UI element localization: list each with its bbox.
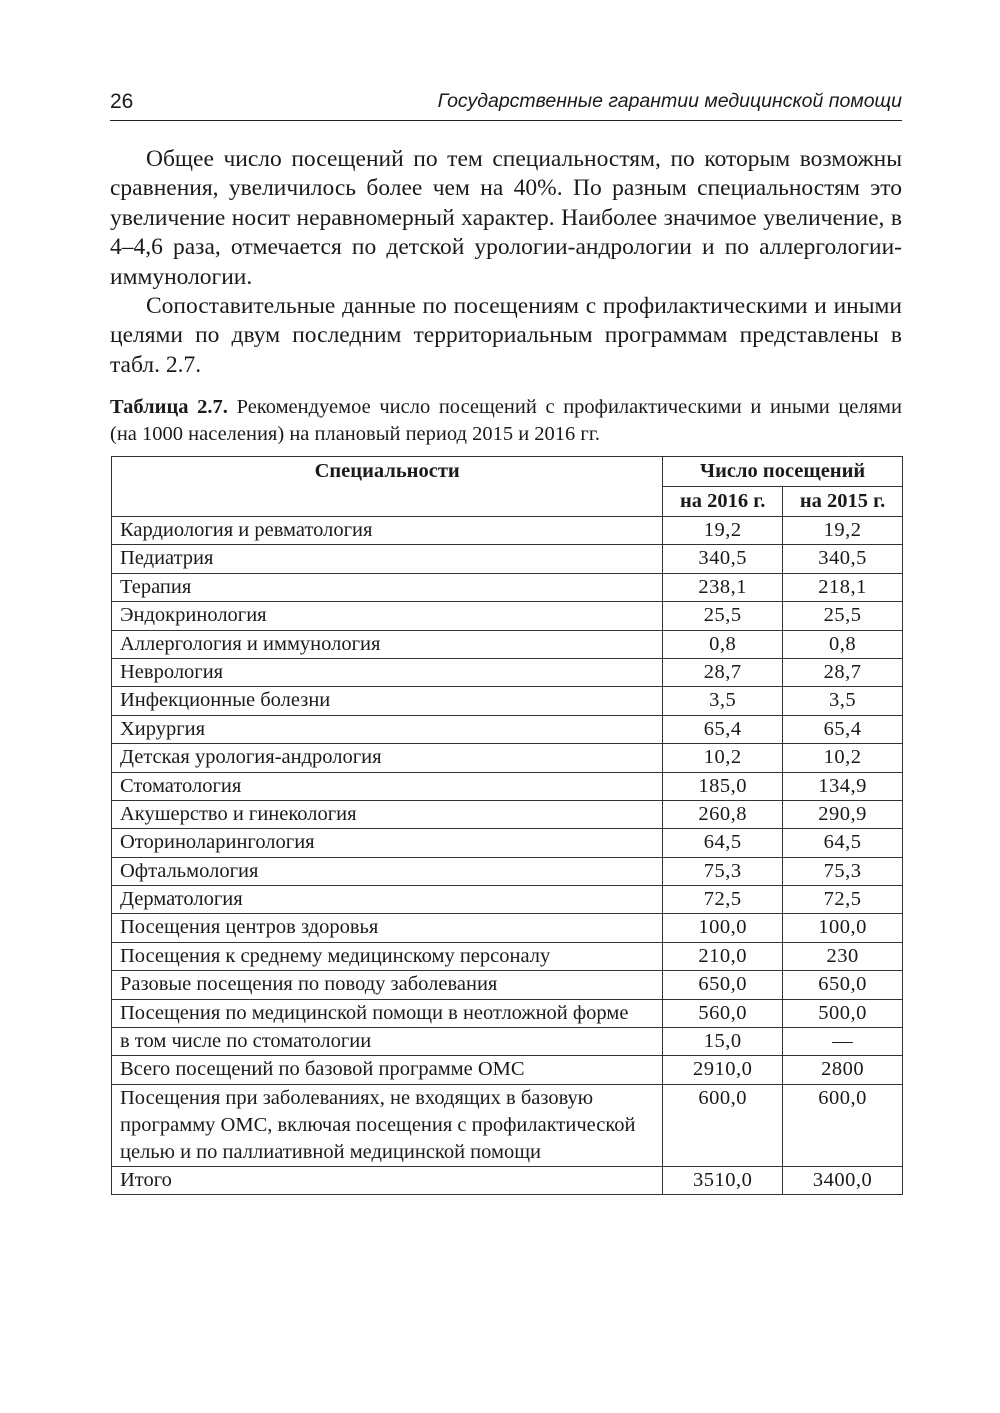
header-2016: на 2016 г. xyxy=(663,487,783,517)
body-paragraph: Сопоставительные данные по посещениям с профилактическими и иными целями по двум последним территориальным программам представлены в табл. 2.7. xyxy=(110,293,902,378)
visits-2015-cell: 340,5 xyxy=(783,545,903,573)
table-caption-text: Рекомендуемое число посещений с профилактическими и иными целями (на 1000 населения) на плановый период 2015 и 2016 гг. xyxy=(110,396,902,445)
specialty-cell: Аллергология и иммунология xyxy=(112,630,663,658)
specialty-cell: Посещения к среднему медицинскому персоналу xyxy=(112,942,663,970)
table-row xyxy=(112,800,903,828)
visits-2015-cell: 28,7 xyxy=(783,658,903,686)
visits-2015-cell: 218,1 xyxy=(783,573,903,601)
specialty-cell: Терапия xyxy=(112,573,663,601)
visits-2016-cell: 260,8 xyxy=(663,800,783,828)
visits-2016-cell: 650,0 xyxy=(663,971,783,999)
specialty-cell: Эндокринология xyxy=(112,602,663,630)
visits-2016-cell: 3,5 xyxy=(663,687,783,715)
visits-2015-cell: 134,9 xyxy=(783,772,903,800)
page-header xyxy=(110,86,902,121)
table-caption-label: Таблица 2.7. xyxy=(110,396,228,418)
table-body xyxy=(112,517,903,1195)
specialty-cell: Детская урология-андрология xyxy=(112,744,663,772)
visits-2016-cell: 600,0 xyxy=(663,1084,783,1166)
visits-2016-cell: 0,8 xyxy=(663,630,783,658)
visits-2015-cell: 600,0 xyxy=(783,1084,903,1166)
visits-2015-cell: 10,2 xyxy=(783,744,903,772)
header-visits: Число посещений xyxy=(663,457,903,487)
visits-2016-cell: 72,5 xyxy=(663,886,783,914)
table-row xyxy=(112,1056,903,1084)
visits-2016-cell: 75,3 xyxy=(663,857,783,885)
table-row xyxy=(112,914,903,942)
table-row xyxy=(112,1084,903,1166)
table-row xyxy=(112,715,903,743)
specialty-cell: Дерматология xyxy=(112,886,663,914)
visits-2015-cell: 72,5 xyxy=(783,886,903,914)
table-row xyxy=(112,971,903,999)
visits-2016-cell: 19,2 xyxy=(663,517,783,545)
specialty-cell: Посещения по медицинской помощи в неотложной форме xyxy=(112,999,663,1027)
table-row xyxy=(112,999,903,1027)
visits-2016-cell: 340,5 xyxy=(663,545,783,573)
visits-2016-cell: 560,0 xyxy=(663,999,783,1027)
specialty-cell: Итого xyxy=(112,1166,663,1194)
visits-2016-cell: 3510,0 xyxy=(663,1166,783,1194)
table-row xyxy=(112,630,903,658)
specialty-cell: Разовые посещения по поводу заболевания xyxy=(112,971,663,999)
visits-2015-cell: 230 xyxy=(783,942,903,970)
specialty-cell: Хирургия xyxy=(112,715,663,743)
visits-2016-cell: 15,0 xyxy=(663,1028,783,1056)
page-number: 26 xyxy=(110,90,134,113)
visits-2016-cell: 64,5 xyxy=(663,829,783,857)
visits-2015-cell: 2800 xyxy=(783,1056,903,1084)
specialty-cell: Акушерство и гинекология xyxy=(112,800,663,828)
specialty-cell: Офтальмология xyxy=(112,857,663,885)
specialty-cell: Педиатрия xyxy=(112,545,663,573)
specialty-cell: Инфекционные болезни xyxy=(112,687,663,715)
visits-2015-cell: 19,2 xyxy=(783,517,903,545)
visits-2015-cell: — xyxy=(783,1028,903,1056)
visits-2016-cell: 210,0 xyxy=(663,942,783,970)
table-row xyxy=(112,687,903,715)
table-row xyxy=(112,857,903,885)
specialty-cell: Кардиология и ревматология xyxy=(112,517,663,545)
specialty-cell: Неврология xyxy=(112,658,663,686)
table-row xyxy=(112,573,903,601)
table-row xyxy=(112,1166,903,1194)
visits-2015-cell: 100,0 xyxy=(783,914,903,942)
visits-2015-cell: 650,0 xyxy=(783,971,903,999)
visits-2016-cell: 100,0 xyxy=(663,914,783,942)
body-paragraph: Общее число посещений по тем специальностям, по которым возможны сравнения, увеличилось более чем на 40%. По разным специальностям это увеличение носит неравномерный характер. Наиболее значимое увеличение, в 4–4,6 раза, отмечается по детской урологии-андрологии и по аллергологии-иммунологии. xyxy=(110,146,902,290)
specialty-cell: в том числе по стоматологии xyxy=(112,1028,663,1056)
table-row xyxy=(112,602,903,630)
visits-2015-cell: 3400,0 xyxy=(783,1166,903,1194)
visits-2016-cell: 28,7 xyxy=(663,658,783,686)
specialty-cell: Всего посещений по базовой программе ОМС xyxy=(112,1056,663,1084)
visits-2016-cell: 65,4 xyxy=(663,715,783,743)
table-row xyxy=(112,517,903,545)
table-row xyxy=(112,1028,903,1056)
visits-2015-cell: 65,4 xyxy=(783,715,903,743)
specialty-cell: Оториноларингология xyxy=(112,829,663,857)
running-title: Государственные гарантии медицинской помощи xyxy=(437,90,902,112)
header-specialties: Специальности xyxy=(112,457,663,517)
visits-2015-cell: 3,5 xyxy=(783,687,903,715)
visits-2015-cell: 25,5 xyxy=(783,602,903,630)
visits-2016-cell: 2910,0 xyxy=(663,1056,783,1084)
visits-2016-cell: 25,5 xyxy=(663,602,783,630)
specialty-cell: Посещения центров здоровья xyxy=(112,914,663,942)
visits-2015-cell: 290,9 xyxy=(783,800,903,828)
visits-table xyxy=(111,456,903,1195)
visits-2015-cell: 500,0 xyxy=(783,999,903,1027)
table-row xyxy=(112,942,903,970)
visits-2015-cell: 64,5 xyxy=(783,829,903,857)
visits-2015-cell: 0,8 xyxy=(783,630,903,658)
table-row xyxy=(112,886,903,914)
table-row xyxy=(112,545,903,573)
visits-2016-cell: 238,1 xyxy=(663,573,783,601)
specialty-cell: Посещения при заболеваниях, не входящих в базовую программу ОМС, включая посещения с профилактической целью и по паллиативной медицинской помощи xyxy=(112,1084,663,1166)
table-caption xyxy=(110,394,902,448)
table-row xyxy=(112,829,903,857)
specialty-cell: Стоматология xyxy=(112,772,663,800)
table-row xyxy=(112,772,903,800)
visits-2015-cell: 75,3 xyxy=(783,857,903,885)
table-row xyxy=(112,658,903,686)
header-2015: на 2015 г. xyxy=(783,487,903,517)
table-row xyxy=(112,744,903,772)
visits-2016-cell: 10,2 xyxy=(663,744,783,772)
visits-2016-cell: 185,0 xyxy=(663,772,783,800)
